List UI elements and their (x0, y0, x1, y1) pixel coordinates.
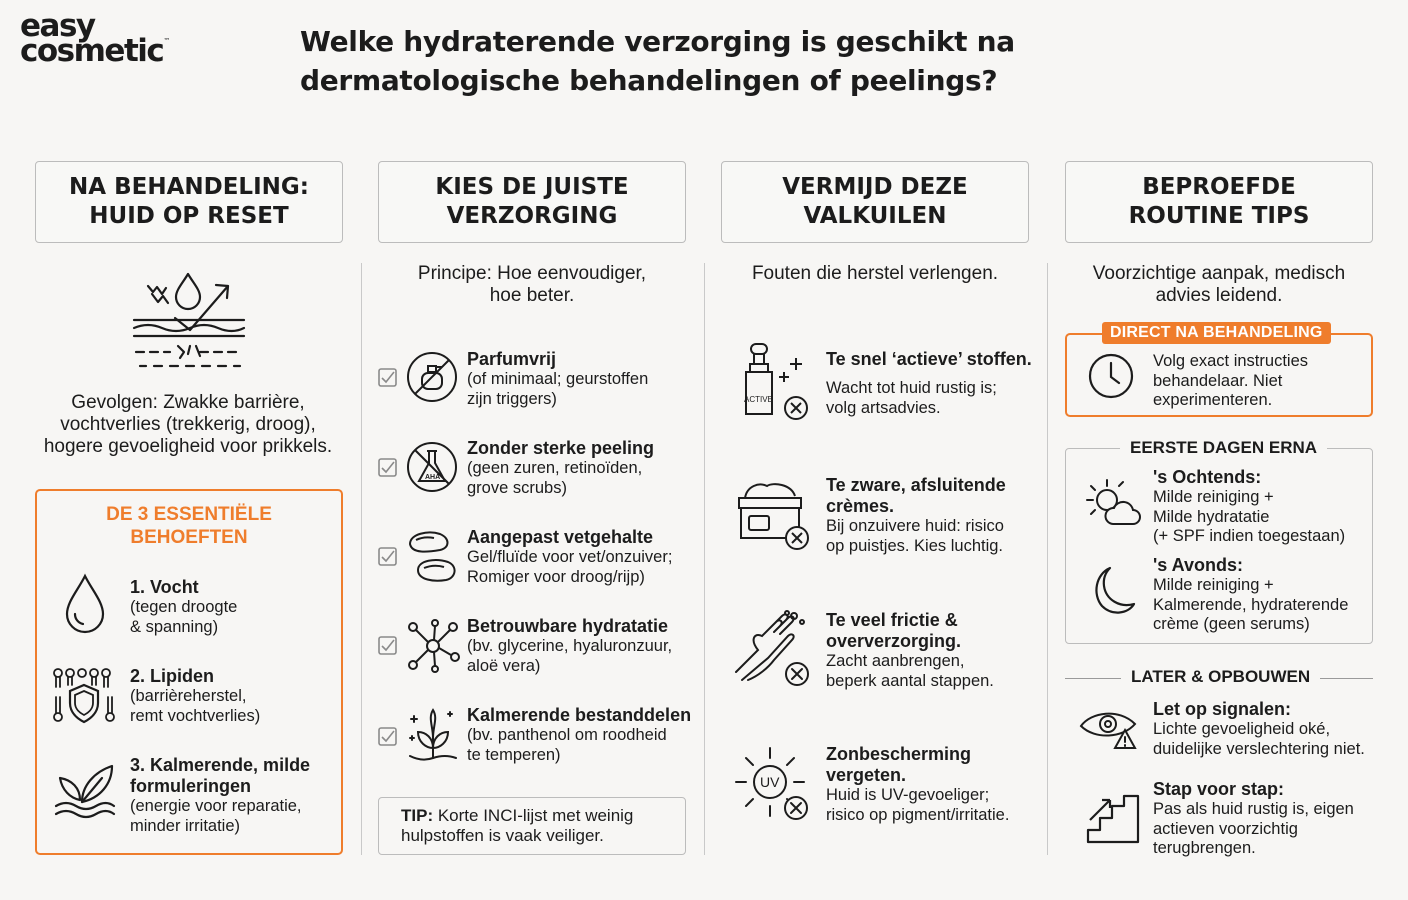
uv-label: UV (760, 774, 780, 790)
pitfall-title: Te zware, afsluitende crèmes. (826, 475, 1006, 516)
care-item-text: (geen zuren, retinoïden, grove scrubs) (467, 459, 643, 497)
care-item-text: (bv. glycerine, hyaluronzuur, aloë vera) (467, 637, 673, 675)
need-item-calming (130, 755, 310, 836)
care-item-text: (bv. panthenol om roodheid te temperen) (467, 726, 667, 764)
brand-logo (20, 8, 171, 70)
active-serum-icon (738, 342, 812, 422)
logo-trademark: ™ (163, 37, 171, 46)
need-text: (barrièreherstel, remt vochtverlies) (130, 687, 261, 725)
steps-text: Pas als huid rustig is, eigen actieven voorzichtig terugbrengen. (1153, 800, 1354, 857)
direct-after-text: Volg exact instructies behandelaar. Niet experimenteren. (1153, 352, 1308, 409)
care-item-calming (467, 705, 691, 765)
need-title: 3. Kalmerende, milde formuleringen (130, 755, 311, 796)
care-item-title: Aangepast vetgehalte (467, 527, 654, 547)
care-item-hydration (467, 616, 672, 676)
evening-routine (1153, 555, 1348, 635)
pitfall-sun-protection (826, 744, 1009, 825)
care-item-text: Gel/fluïde voor vet/onzuiver; Romiger voor droog/rijp) (467, 548, 673, 586)
pitfall-title: Te veel frictie & oververzorging. (826, 610, 962, 651)
steps-title: Stap voor stap: (1153, 779, 1285, 799)
lipid-shield-icon (52, 667, 116, 727)
pitfall-friction (826, 610, 994, 691)
moon-icon (1088, 566, 1136, 616)
column-divider (361, 263, 362, 855)
clock-icon (1088, 353, 1134, 399)
care-item-fragrance-free (467, 349, 648, 409)
molecule-icon (405, 619, 461, 673)
pitfall-text: Bij onzuivere huid: risico op puistjes. Kies luchtig. (826, 517, 1004, 555)
care-item-title: Zonder sterke peeling (467, 438, 655, 458)
mistakes-intro: Fouten die herstel verlengen. (751, 263, 999, 284)
later-label: LATER & OPBOUWEN (1121, 667, 1320, 687)
calming-plant-icon (406, 708, 460, 762)
checkbox-icon (378, 458, 398, 478)
consequences-text: Gevolgen: Zwakke barrière, vochtverlies (trekkerig, droog), hogere gevoeligheid voor prikkels. (43, 392, 333, 457)
column-heading-reset: NA BEHANDELING: HUID OP RESET (35, 161, 343, 243)
page-title: Welke hydraterende verzorging is geschikt na dermatologische behandelingen of peelings? (300, 25, 1015, 97)
need-title: 1. Vocht (130, 577, 199, 597)
signals-tip (1153, 699, 1365, 759)
pitfall-text: Huid is UV-gevoeliger; risico op pigment/irritatie. (826, 786, 1010, 824)
tip-text: Korte INCI-lijst met weinig hulpstoffen is vaak veiliger. (401, 806, 634, 845)
column-divider (704, 263, 705, 855)
first-days-label: EERSTE DAGEN ERNA (1120, 438, 1327, 458)
tip-label: TIP: (401, 806, 434, 825)
checkbox-icon (378, 547, 398, 567)
checkbox-icon (378, 727, 398, 747)
heavy-cream-jar-icon (735, 480, 813, 554)
need-item-moisture (130, 577, 237, 637)
need-text: (tegen droogte & spanning) (130, 598, 238, 636)
skin-barrier-icon (130, 272, 250, 376)
tips-intro: Voorzichtige aanpak, medisch advies leidend. (1092, 263, 1346, 306)
texture-swatch-icon (406, 528, 460, 584)
stairs-icon (1086, 790, 1140, 844)
no-perfume-icon (406, 351, 458, 403)
logo-line2: cosmetic (20, 33, 164, 70)
pitfall-heavy-creams (826, 475, 1006, 556)
aha-label: AHA (425, 474, 441, 481)
morning-routine (1153, 467, 1345, 547)
column-heading-avoid: VERMIJD DEZE VALKUILEN (721, 161, 1029, 243)
tip-content (401, 806, 681, 846)
logo-line1: easy (20, 8, 95, 44)
eye-warning-icon (1079, 706, 1143, 750)
care-item-text: (of minimaal; geurstoffen zijn triggers) (467, 370, 649, 408)
droplet-icon (64, 574, 106, 634)
active-label: ACTIVE (744, 395, 773, 404)
evening-title: 's Avonds: (1153, 555, 1243, 575)
leaf-icon (54, 762, 116, 822)
checkbox-icon (378, 636, 398, 656)
direct-after-tag: DIRECT NA BEHANDELING (1102, 322, 1331, 344)
care-item-fat-content (467, 527, 672, 587)
principle-text: Principe: Hoe eenvoudiger, hoe beter. (417, 263, 647, 306)
essential-needs-title: DE 3 ESSENTIËLE BEHOEFTEN (106, 504, 272, 548)
column-heading-tips: BEPROEFDE ROUTINE TIPS (1065, 161, 1373, 243)
care-item-no-peeling (467, 438, 654, 498)
no-aha-icon (406, 441, 458, 493)
signals-text: Lichte gevoeligheid oké, duidelijke verslechtering niet. (1153, 720, 1365, 758)
pitfall-text: Wacht tot huid rustig is; volg artsadvies. (826, 379, 997, 417)
need-title: 2. Lipiden (130, 666, 215, 686)
evening-text: Milde reiniging + Kalmerende, hydraterende crème (geen serums) (1153, 576, 1349, 633)
uv-sun-icon (732, 744, 812, 824)
rubbing-hands-icon (732, 610, 812, 688)
signals-title: Let op signalen: (1153, 699, 1292, 719)
need-item-lipids (130, 666, 260, 726)
pitfall-actives (826, 349, 1032, 418)
checkbox-icon (378, 368, 398, 388)
care-item-title: Kalmerende bestanddelen (467, 705, 692, 725)
care-item-title: Betrouwbare hydratatie (467, 616, 669, 636)
sun-cloud-icon (1083, 478, 1141, 530)
care-item-title: Parfumvrij (467, 349, 557, 369)
need-text: (energie voor reparatie, minder irritatie) (130, 797, 302, 835)
column-divider (1047, 263, 1048, 855)
step-by-step-tip (1153, 779, 1354, 859)
morning-text: Milde reiniging + Milde hydratatie (+ SPF indien toegestaan) (1153, 488, 1346, 545)
pitfall-title: Te snel ‘actieve’ stoffen. (826, 349, 1032, 369)
morning-title: 's Ochtends: (1153, 467, 1262, 487)
column-heading-choose: KIES DE JUISTE VERZORGING (378, 161, 686, 243)
pitfall-title: Zonbescherming vergeten. (826, 744, 972, 785)
pitfall-text: Zacht aanbrengen, beperk aantal stappen. (826, 652, 994, 690)
